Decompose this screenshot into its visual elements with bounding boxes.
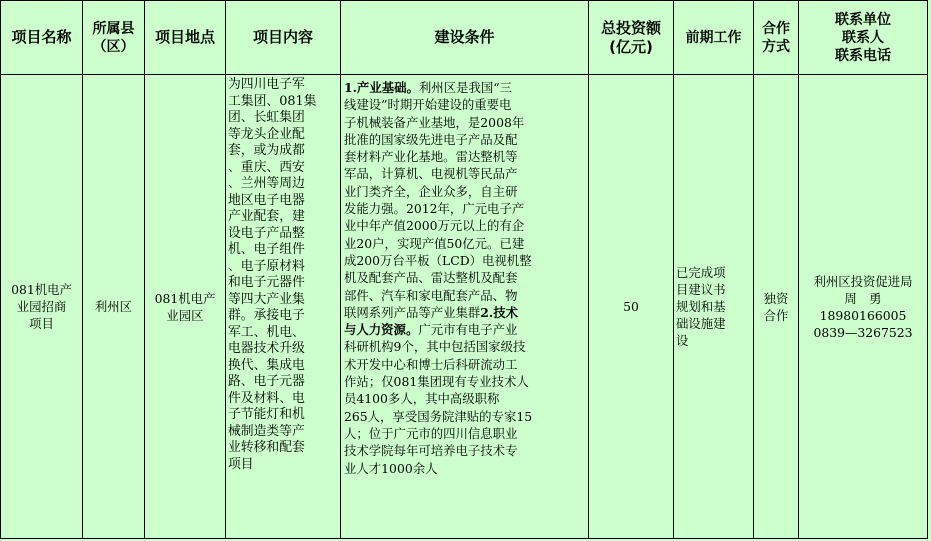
header-county: 所属县 （区） [83,1,145,75]
header-location: 项目地点 [145,1,226,75]
county-cell: 利州区 [83,75,145,539]
header-investment: 总投资额 (亿元) [589,1,674,75]
table-row [1,75,928,539]
contact-cell: 利州区投资促进局 周 勇 18980166005 0839—3267523 [799,75,928,539]
header-conditions: 建设条件 [341,1,589,75]
header-prework: 前期工作 [674,1,754,75]
header-contact: 联系单位 联系人 联系电话 [799,1,928,75]
investment-cell: 50 [589,75,674,539]
heading-tech-hr-cont: 与人力资源。 [344,322,419,338]
cooperation-cell: 独资 合作 [754,75,799,539]
prework-cell: 已完成项 目建议书 规划和基 础设施建 设 [674,75,754,539]
header-row [1,1,928,75]
heading-tech-hr: 2.技术 [480,304,519,320]
location-cell: 081机电产 业园区 [145,75,226,539]
header-cooperation: 合作 方式 [754,1,799,75]
heading-industry-base: 1.产业基础。 [344,80,419,95]
header-content: 项目内容 [226,1,341,75]
conditions-cell: 1.产业基础。利州区是我国“三 线建设”时期开始建设的重要电 子机械装备产业基地，是2008年 批准的国家级先进电子产品及配 套材料产业化基地。雷达整机等 军品，计算机、电视机等民品产 业门类齐全，企业众多，自主研 发能力强。2012年，广元电子产 业中年产值2000万元以上的有企 业20户，实现产值50亿元。已建 成200万台平板（LCD）电视机整 机及配套产品、雷达整机及配套 部件、汽车和家电配套产品、物 联网系列产品等产业集群2.技术 与人力资源。广元市有电子产业 科研机构9个，其中包括国家级技 术开发中心和博士后科研流动工 作站；仅081集团现有专业技术人 员4100多人，其中高级职称 265人，享受国务院津贴的专家15 人；位于广元市的四川信息职业 技术学院每年可培养电子技术专 业人才1000余人 [341,75,589,539]
project-name-cell: 081机电产 业园招商 项目 [1,75,83,539]
content-cell: 为四川电子军 工集团、081集 团、长虹集团 等龙头企业配 套，或为成都 、重庆、西安 、兰州等周边 地区电子电器 产业配套，建 设电子产品整 机、电子组件 、电子原材料 和电子元器件 等四大产业集 群。承接电子 军工、机电、 电器技术升级 换代、集成电 路、电子元器 件及材料、电 子节能灯和机 械制造类等产 业转移和配套 项目 [226,75,341,539]
header-project-name: 项目名称 [1,1,83,75]
